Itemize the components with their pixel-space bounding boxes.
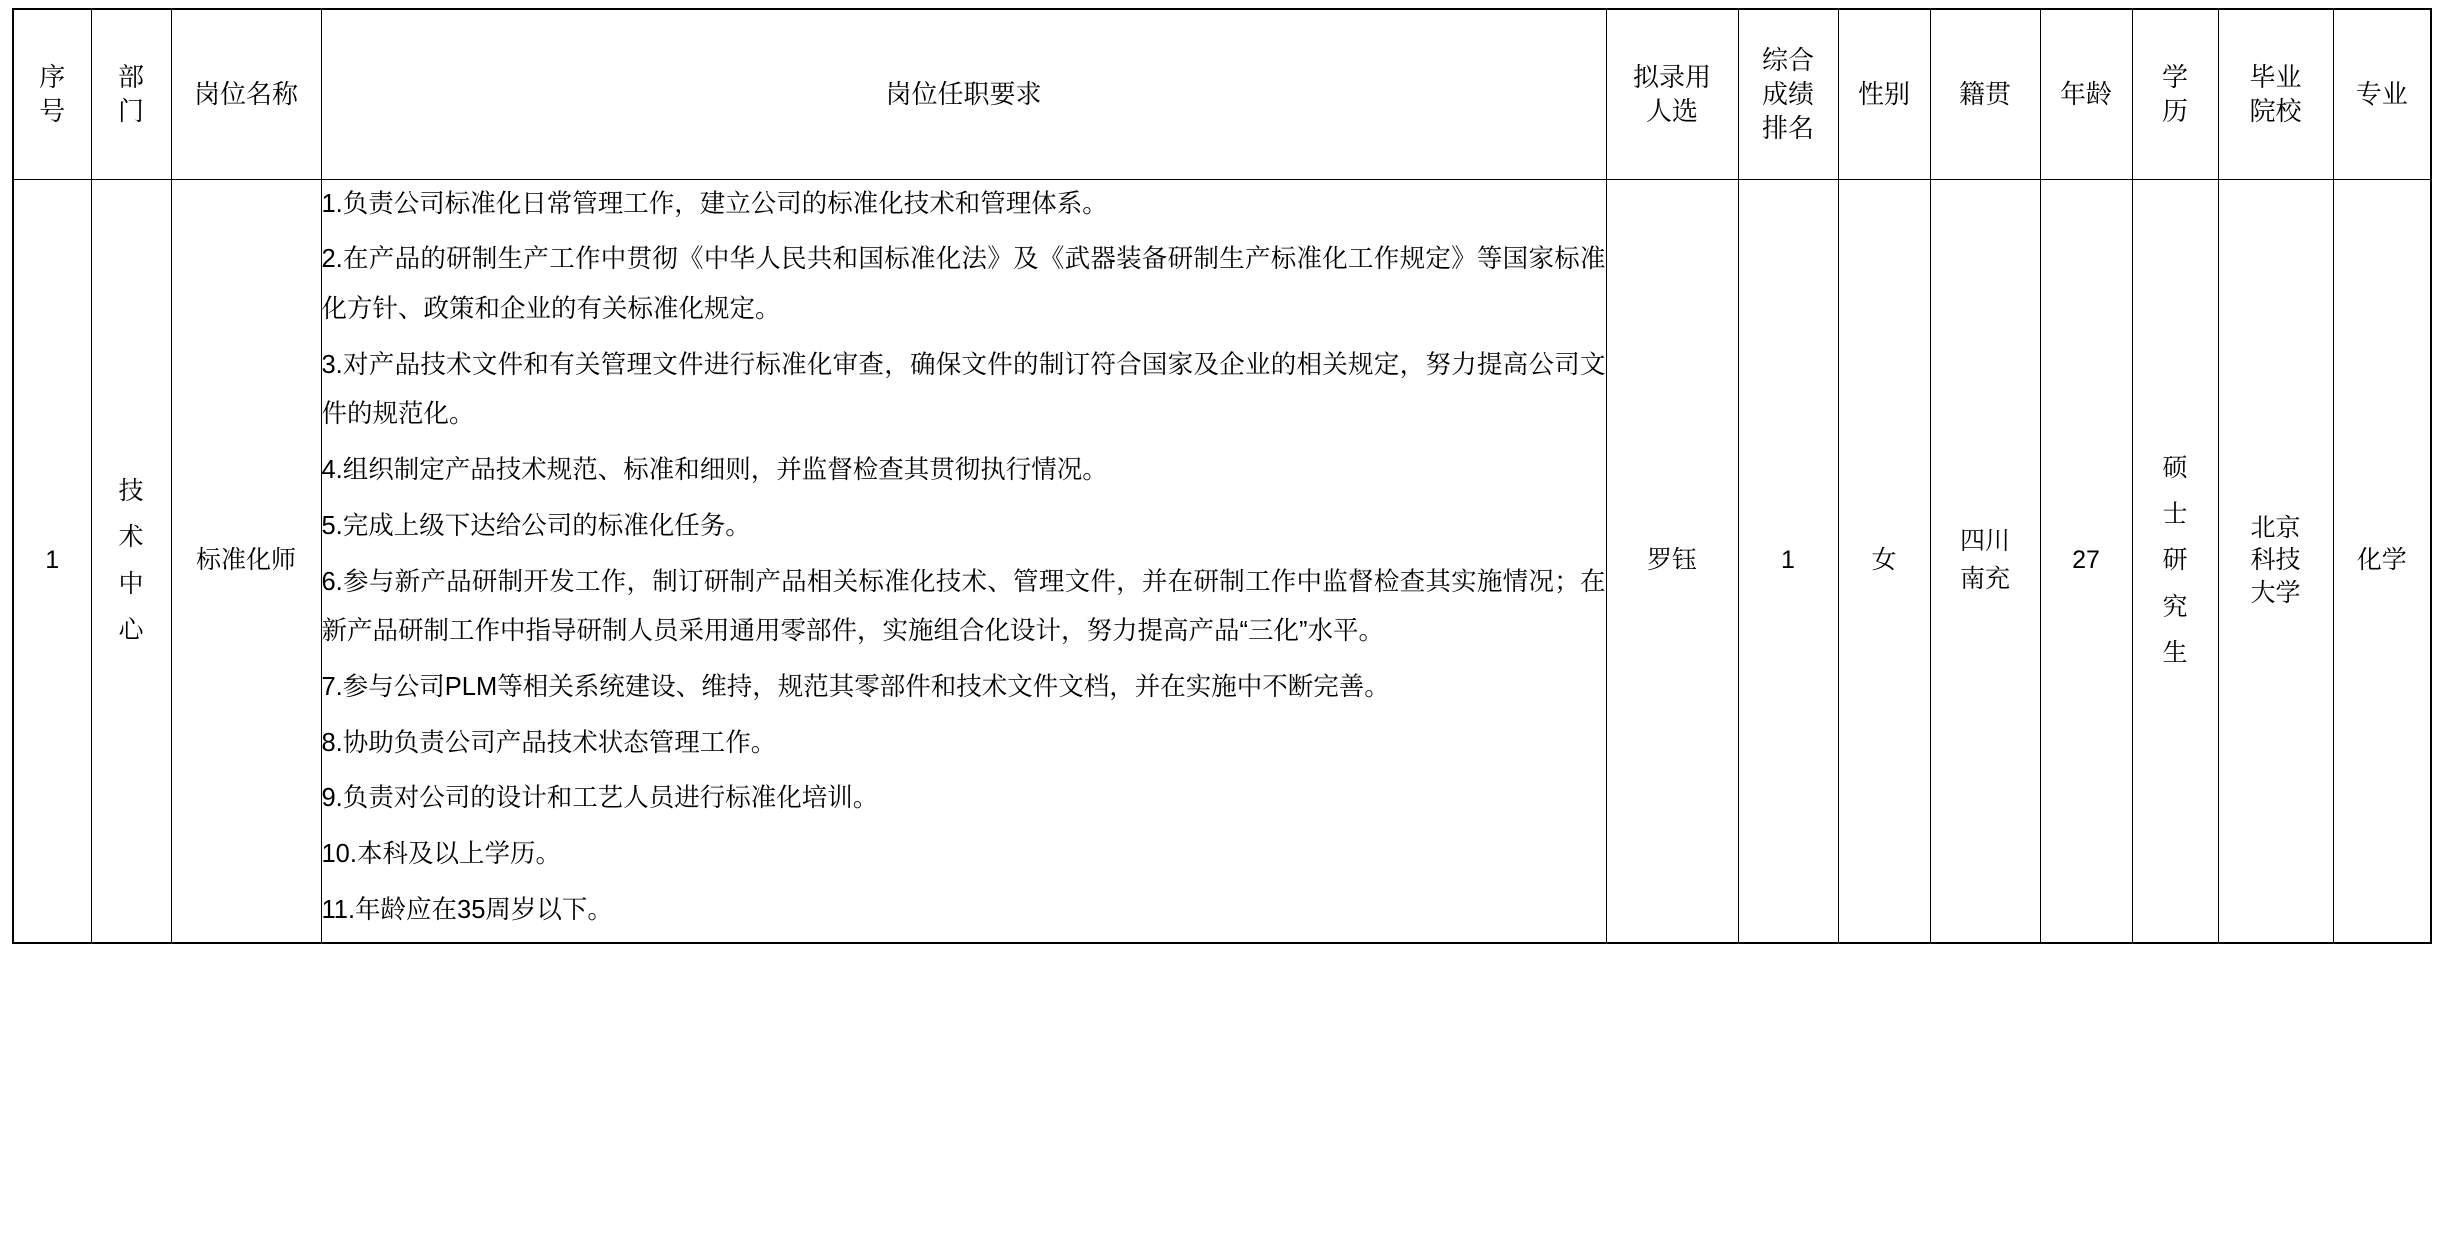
- cell-native-line1: 四川: [1959, 527, 2010, 556]
- cell-dept-char3: 中: [118, 569, 144, 598]
- cell-dept: [91, 179, 171, 943]
- requirement-item: 8.协助负责公司产品技术状态管理工作。: [321, 728, 777, 757]
- requirement-item: 10.本科及以上学历。: [321, 840, 561, 869]
- column-header-education-line2: 历: [2161, 96, 2188, 127]
- column-header-dept-line2: 门: [117, 96, 144, 127]
- column-header-dept: [91, 9, 171, 179]
- column-header-rank: [1738, 9, 1838, 179]
- cell-school-line1: 北京: [2250, 513, 2301, 542]
- requirement-item: 5.完成上级下达给公司的标准化任务。: [321, 511, 751, 540]
- requirement-item: 2.在产品的研制生产工作中贯彻《中华人民共和国标准化法》及《武器装备研制生产标准化工作规定》等国家标准化方针、政策和企业的有关标准化规定。: [321, 245, 1606, 323]
- cell-school-line3: 大学: [2250, 578, 2301, 607]
- column-header-seq: [13, 9, 91, 179]
- requirement-item: 7.参与公司PLM等相关系统建设、维持，规范其零部件和技术文件文档，并在实施中不断完善。: [321, 672, 1390, 701]
- cell-post: 标准化师: [171, 179, 321, 943]
- table-header: [13, 9, 2431, 179]
- table-body: [13, 179, 2431, 943]
- requirement-item: 3.对产品技术文件和有关管理文件进行标准化审查，确保文件的制订符合国家及企业的相关规定，努力提高公司文件的规范化。: [321, 350, 1606, 429]
- column-header-school-line1: 毕业: [2249, 61, 2302, 92]
- table-header-row: [13, 9, 2431, 179]
- cell-school: [2218, 179, 2333, 943]
- cell-age: 27: [2040, 179, 2132, 943]
- cell-education: [2132, 179, 2218, 943]
- column-header-gender: 性别: [1838, 9, 1930, 179]
- column-header-requirements: 岗位任职要求: [321, 9, 1606, 179]
- requirement-list: [322, 180, 1606, 936]
- cell-dept-char1: 技: [118, 477, 144, 506]
- column-header-major: 专业: [2333, 9, 2431, 179]
- cell-native: [1930, 179, 2040, 943]
- column-header-dept-line1: 部: [117, 61, 144, 92]
- cell-seq: 1: [13, 179, 91, 943]
- column-header-age: 年龄: [2040, 9, 2132, 179]
- cell-person: 罗钰: [1606, 179, 1738, 943]
- requirement-item: 1.负责公司标准化日常管理工作，建立公司的标准化技术和管理体系。: [321, 189, 1108, 218]
- column-header-person-line2: 人选: [1645, 96, 1698, 127]
- cell-dept-char4: 心: [118, 615, 144, 644]
- column-header-education: [2132, 9, 2218, 179]
- cell-education-char1: 硕: [2162, 453, 2188, 482]
- requirement-item: 6.参与新产品研制开发工作，制订研制产品相关标准化技术、管理文件，并在研制工作中监督检查其实施情况；在新产品研制工作中指导研制人员采用通用零部件，实施组合化设计，努力提高产品“三化”水平。: [321, 567, 1606, 646]
- requirement-item: 9.负责对公司的设计和工艺人员进行标准化培训。: [321, 784, 879, 813]
- cell-native-line2: 南充: [1959, 564, 2010, 593]
- cell-education-char2: 士: [2162, 500, 2188, 529]
- column-header-seq-line2: 号: [39, 96, 66, 127]
- column-header-seq-line1: 序: [39, 61, 66, 92]
- cell-requirements: [321, 179, 1606, 943]
- cell-dept-char2: 术: [118, 523, 144, 552]
- table-row: [13, 179, 2431, 943]
- column-header-school-line2: 院校: [2249, 96, 2302, 127]
- column-header-rank-line1: 综合: [1761, 44, 1814, 75]
- column-header-rank-line3: 排名: [1761, 113, 1814, 144]
- requirement-item: 11.年龄应在35周岁以下。: [321, 895, 613, 924]
- column-header-post: 岗位名称: [171, 9, 321, 179]
- requirement-item: 4.组织制定产品技术规范、标准和细则，并监督检查其贯彻执行情况。: [321, 456, 1108, 485]
- column-header-person-line1: 拟录用: [1632, 61, 1711, 92]
- cell-school-line2: 科技: [2250, 546, 2301, 575]
- cell-education-char3: 研: [2162, 546, 2188, 575]
- cell-education-char4: 究: [2162, 592, 2188, 621]
- column-header-native: 籍贯: [1930, 9, 2040, 179]
- column-header-school: [2218, 9, 2333, 179]
- cell-education-char5: 生: [2162, 638, 2188, 667]
- column-header-person: [1606, 9, 1738, 179]
- column-header-education-line1: 学: [2161, 61, 2188, 92]
- recruitment-table: [12, 8, 2432, 944]
- cell-major: 化学: [2333, 179, 2431, 943]
- cell-gender: 女: [1838, 179, 1930, 943]
- cell-rank: 1: [1738, 179, 1838, 943]
- column-header-rank-line2: 成绩: [1761, 79, 1814, 110]
